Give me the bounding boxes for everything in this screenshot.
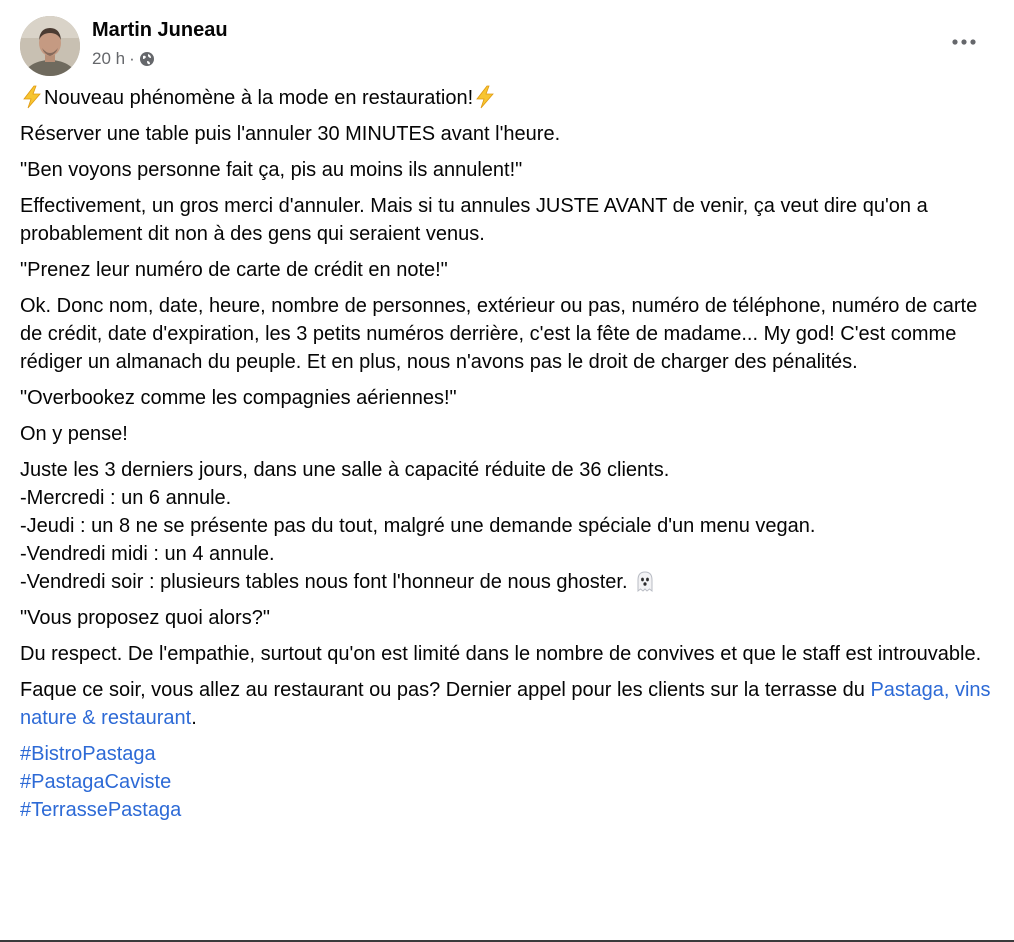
paragraph-9: "Vous proposez quoi alors?" bbox=[20, 607, 270, 629]
paragraph-7: On y pense! bbox=[20, 423, 128, 445]
paragraph-8 bbox=[20, 456, 994, 596]
hashtag-link[interactable]: #BistroPastaga bbox=[20, 743, 156, 765]
hashtag-link[interactable]: #TerrassePastaga bbox=[20, 799, 182, 821]
high-voltage-icon bbox=[20, 85, 44, 109]
hashtag-list bbox=[20, 740, 994, 824]
paragraph-11 bbox=[20, 676, 994, 732]
paragraph-3: Effectivement, un gros merci d'annuler. Mais si tu annules JUSTE AVANT de venir, ça veut dire qu'on a probablement dit non à des gens qui seraient venus. bbox=[20, 195, 928, 245]
more-options-icon[interactable] bbox=[946, 24, 982, 60]
post-meta bbox=[92, 49, 155, 69]
list-line: -Mercredi : un 6 annule. bbox=[20, 487, 232, 509]
page-mention-link[interactable]: Pastaga, vins nature & restaurant bbox=[20, 679, 991, 729]
paragraph-1: Réserver une table puis l'annuler 30 MINUTES avant l'heure. bbox=[20, 123, 561, 145]
paragraph-11-end: . bbox=[191, 707, 197, 729]
post-body bbox=[20, 84, 994, 824]
paragraph-2: "Ben voyons personne fait ça, pis au moins ils annulent!" bbox=[20, 159, 523, 181]
ghost-icon bbox=[633, 569, 657, 593]
paragraph-4: "Prenez leur numéro de carte de crédit en note!" bbox=[20, 259, 448, 281]
list-line: Juste les 3 derniers jours, dans une salle à capacité réduite de 36 clients. bbox=[20, 459, 670, 481]
post-header bbox=[20, 16, 994, 76]
paragraph-5: Ok. Donc nom, date, heure, nombre de personnes, extérieur ou pas, numéro de téléphone, numéro de carte de crédit, date d'expiration, les 3 petits numéros derrière, c'est la fête de madame... My god! C'est comme rédiger un almanach du peuple. Et en plus, nous n'avons pas le droit de charger des pénalités. bbox=[20, 295, 978, 373]
author-name[interactable]: Martin Juneau bbox=[92, 19, 228, 41]
post-title: Nouveau phénomène à la mode en restauration! bbox=[44, 87, 474, 109]
post-timestamp[interactable]: 20 h bbox=[92, 49, 126, 68]
post-title-line bbox=[20, 84, 994, 112]
paragraph-6: "Overbookez comme les compagnies aériennes!" bbox=[20, 387, 457, 409]
paragraph-10: Du respect. De l'empathie, surtout qu'on est limité dans le nombre de convives et que le staff est introuvable. bbox=[20, 643, 982, 665]
list-line: -Jeudi : un 8 ne se présente pas du tout, malgré une demande spéciale d'un menu vegan. bbox=[20, 515, 816, 537]
list-line: -Vendredi midi : un 4 annule. bbox=[20, 543, 275, 565]
paragraph-11-text: Faque ce soir, vous allez au restaurant ou pas? Dernier appel pour les clients sur la terrasse du bbox=[20, 679, 871, 701]
list-line: -Vendredi soir : plusieurs tables nous font l'honneur de nous ghoster. bbox=[20, 571, 628, 593]
author-avatar[interactable] bbox=[20, 16, 80, 76]
hashtag-link[interactable]: #PastagaCaviste bbox=[20, 771, 172, 793]
globe-icon[interactable] bbox=[139, 51, 155, 67]
high-voltage-icon bbox=[473, 85, 497, 109]
meta-separator: · bbox=[129, 49, 135, 68]
